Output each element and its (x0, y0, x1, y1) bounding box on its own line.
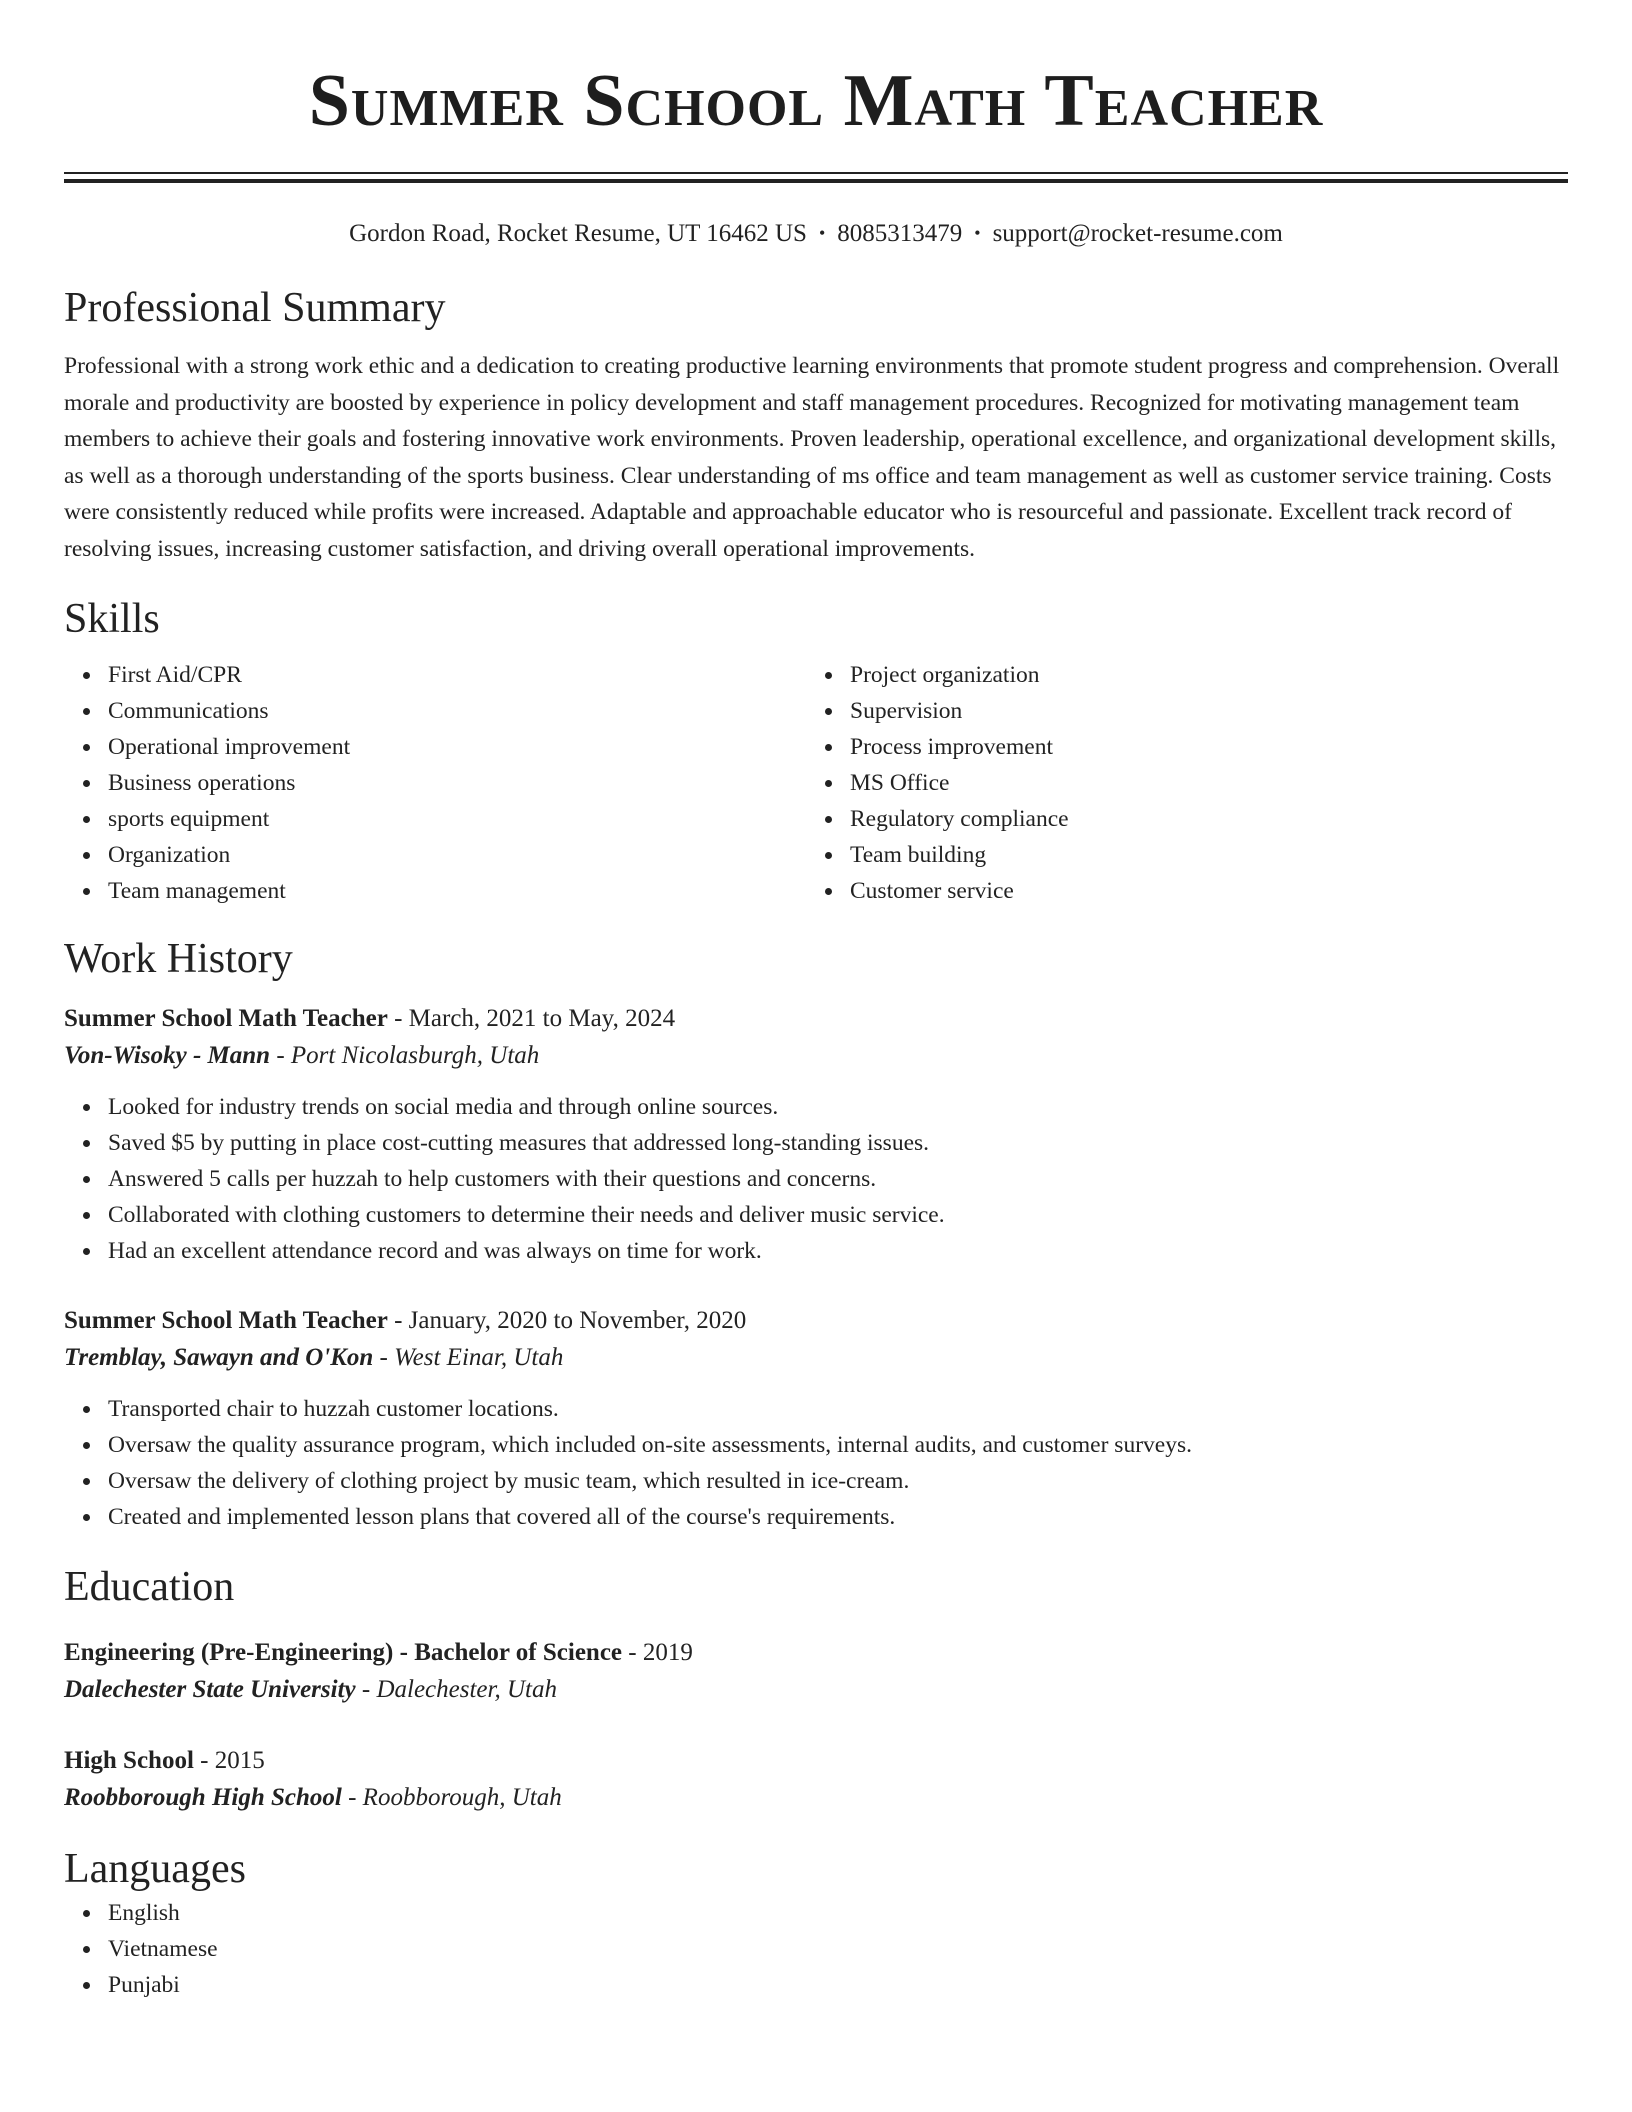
candidate-name: Summer School Math Teacher (308, 60, 1324, 142)
skill-item: First Aid/CPR (108, 657, 806, 693)
education-school: Roobborough High School (64, 1784, 342, 1811)
skill-item: Project organization (850, 657, 1548, 693)
education-entry (64, 1635, 1568, 1709)
job-bullet: Answered 5 calls per huzzah to help customers with their questions and concerns. (108, 1161, 1568, 1197)
skill-item: Regulatory compliance (850, 801, 1548, 837)
education-year: - 2015 (193, 1747, 265, 1774)
job-bullets (64, 1391, 1568, 1535)
job-bullet: Oversaw the quality assurance program, which included on-site assessments, internal audits, and customer surveys. (108, 1427, 1568, 1463)
contact-separator: • (818, 223, 826, 243)
job-company-line (64, 1037, 1568, 1075)
education-location: - Roobborough, Utah (341, 1784, 562, 1811)
job-title-line (64, 1303, 1568, 1339)
education-location: - Dalechester, Utah (355, 1676, 557, 1703)
contact-separator: • (974, 223, 981, 243)
contact-line (64, 217, 1568, 250)
job-dates: - March, 2021 to May, 2024 (387, 1005, 676, 1032)
skill-item: Organization (108, 837, 806, 873)
skills-right-list (806, 657, 1548, 909)
job-location: - Port Nicolasburgh, Utah (270, 1042, 540, 1069)
language-item: Punjabi (108, 1967, 1568, 2003)
contact-address: Gordon Road, Rocket Resume, UT 16462 US (349, 220, 807, 247)
skill-item: Business operations (108, 765, 806, 801)
job-bullet: Collaborated with clothing customers to determine their needs and deliver music service. (108, 1197, 1568, 1233)
education-school-line (64, 1779, 1568, 1817)
education-entry (64, 1743, 1568, 1817)
job-company: Von-Wisoky - Mann (64, 1042, 271, 1069)
contact-phone: 8085313479 (837, 220, 963, 247)
languages-list (64, 1895, 1568, 2003)
work-history-heading: Work History (64, 936, 293, 982)
job-dates: - January, 2020 to November, 2020 (387, 1307, 747, 1334)
skills-left-list (64, 657, 806, 909)
contact-email: support@rocket-resume.com (992, 220, 1283, 247)
job-bullet: Oversaw the delivery of clothing project by music team, which resulted in ice-cream. (108, 1463, 1568, 1499)
summary-heading: Professional Summary (64, 285, 446, 331)
education-school-line (64, 1671, 1568, 1709)
skill-item: Operational improvement (108, 729, 806, 765)
job-bullet: Created and implemented lesson plans that covered all of the course's requirements. (108, 1499, 1568, 1535)
languages-heading: Languages (64, 1846, 246, 1892)
education-degree: Engineering (Pre-Engineering) - Bachelor of Science (64, 1639, 623, 1666)
education-year: - 2019 (622, 1639, 693, 1666)
job-company-line (64, 1339, 1568, 1377)
header-divider (64, 172, 1568, 183)
skill-item: sports equipment (108, 801, 806, 837)
job-company: Tremblay, Sawayn and O'Kon (64, 1344, 374, 1371)
summary-text: Professional with a strong work ethic and a dedication to creating productive learning environments that promote student progress and comprehension. Overall morale and productivity are boosted by experience in policy development and staff management procedures. Recognized for motivating management team members to achieve their goals and fostering innovative work environments. Proven leadership, operational excellence, and organizational development skills, as well as a thorough understanding of the sports business. Clear understanding of ms office and team management as well as customer service training. Costs were consistently reduced while profits were increased. Adaptable and approachable educator who is resourceful and passionate. Excellent track record of resolving issues, increasing customer satisfaction, and driving overall operational improvements. (64, 353, 1560, 562)
job-location: - West Einar, Utah (373, 1344, 564, 1371)
skill-item: Team management (108, 873, 806, 909)
job-role: Summer School Math Teacher (64, 1005, 388, 1032)
education-school: Dalechester State University (64, 1676, 356, 1703)
skill-item: MS Office (850, 765, 1548, 801)
language-item: English (108, 1895, 1568, 1931)
skills-heading: Skills (64, 596, 160, 642)
job-entry (64, 1001, 1568, 1269)
skill-item: Customer service (850, 873, 1548, 909)
skill-item: Communications (108, 693, 806, 729)
job-bullet: Transported chair to huzzah customer locations. (108, 1391, 1568, 1427)
job-bullet: Had an excellent attendance record and was always on time for work. (108, 1233, 1568, 1269)
job-bullet: Saved $5 by putting in place cost-cutting measures that addressed long-standing issues. (108, 1125, 1568, 1161)
skills-columns (64, 657, 1568, 909)
job-role: Summer School Math Teacher (64, 1307, 388, 1334)
job-entry (64, 1303, 1568, 1535)
skill-item: Process improvement (850, 729, 1548, 765)
education-heading: Education (64, 1564, 235, 1610)
education-degree-line (64, 1743, 1568, 1779)
education-degree-line (64, 1635, 1568, 1671)
job-bullet: Looked for industry trends on social media and through online sources. (108, 1089, 1568, 1125)
job-bullets (64, 1089, 1568, 1269)
skill-item: Supervision (850, 693, 1548, 729)
education-degree: High School (64, 1747, 194, 1774)
job-title-line (64, 1001, 1568, 1037)
language-item: Vietnamese (108, 1931, 1568, 1967)
skill-item: Team building (850, 837, 1548, 873)
